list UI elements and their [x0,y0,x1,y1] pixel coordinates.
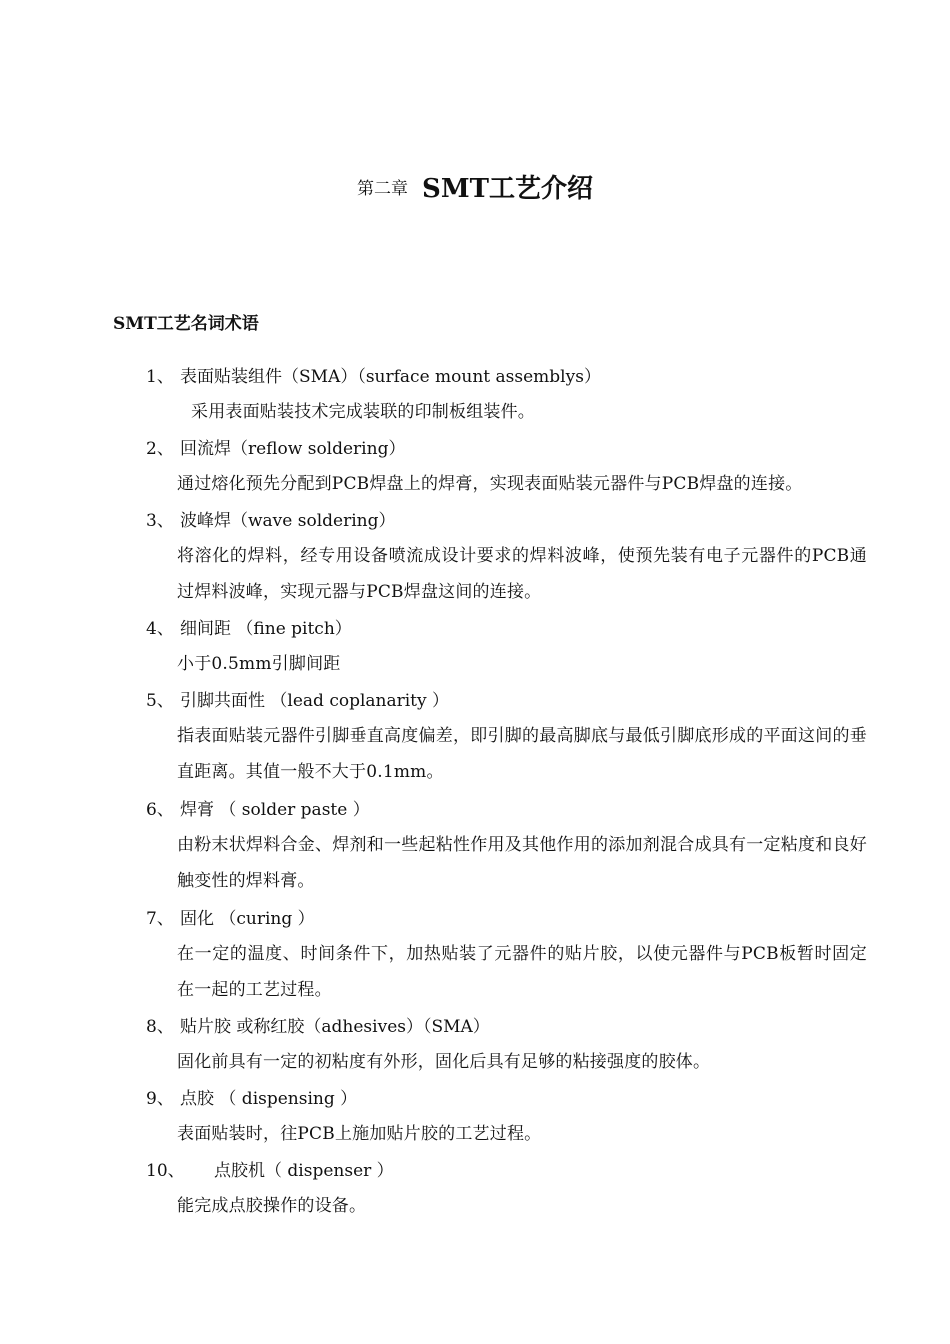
term-number: 10、 [146,1161,185,1181]
term-10 [146,1160,394,1182]
term-number: 3、 [146,511,174,531]
section-heading: SMT工艺名词术语 [113,314,259,334]
term-5 [146,690,449,712]
term-number: 7、 [146,909,174,929]
term-definition: 指表面贴装元器件引脚垂直高度偏差，即引脚的最高脚底与最低引脚底形成的平面这间的垂直距离。其值一般不大于0.1mm。 [177,726,867,782]
chapter-title [0,168,950,205]
term-number: 5、 [146,691,174,711]
term-8 [146,1016,490,1038]
term-3 [146,510,396,532]
term-label: 贴片胶 或称红胶（adhesives）（SMA） [180,1017,490,1037]
term-label: 细间距 （fine pitch） [180,619,352,639]
term-definition: 小于0.5mm引脚间距 [177,654,341,674]
term-number: 4、 [146,619,174,639]
term-definition: 能完成点胶操作的设备。 [177,1196,367,1216]
term-7 [146,908,315,930]
term-label: 点胶机（ dispenser ） [214,1161,394,1181]
term-6 [146,799,370,821]
term-label: 焊膏 （ solder paste ） [180,800,370,820]
term-label: 波峰焊（wave soldering） [180,511,396,531]
term-9 [146,1088,357,1110]
chapter-main-title: SMT工艺介绍 [422,174,593,204]
term-definition: 采用表面贴装技术完成装联的印制板组装件。 [191,402,535,422]
chapter-prefix: 第二章 [357,179,409,199]
term-definition: 固化前具有一定的初粘度有外形，固化后具有足够的粘接强度的胶体。 [177,1052,711,1072]
term-number: 2、 [146,439,174,459]
term-definition: 表面贴装时，往PCB上施加贴片胶的工艺过程。 [177,1124,542,1144]
term-number: 6、 [146,800,174,820]
term-label: 引脚共面性 （lead coplanarity ） [180,691,450,711]
term-label: 表面贴装组件（SMA）（surface mount assemblys） [180,367,601,387]
term-4 [146,618,352,640]
term-number: 1、 [146,367,174,387]
term-number: 8、 [146,1017,174,1037]
term-label: 点胶 （ dispensing ） [180,1089,358,1109]
term-definition: 由粉末状焊料合金、焊剂和一些起粘性作用及其他作用的添加剂混合成具有一定粘度和良好触变性的焊料膏。 [177,835,867,891]
term-definition: 通过熔化预先分配到PCB焊盘上的焊膏，实现表面贴装元器件与PCB焊盘的连接。 [177,474,803,494]
term-number: 9、 [146,1089,174,1109]
term-label: 固化 （curing ） [180,909,315,929]
term-1 [146,366,601,388]
term-label: 回流焊（reflow soldering） [180,439,406,459]
term-definition: 将溶化的焊料，经专用设备喷流成设计要求的焊料波峰，使预先装有电子元器件的PCB通过焊料波峰，实现元器与PCB焊盘这间的连接。 [177,546,867,602]
term-definition: 在一定的温度、时间条件下，加热贴装了元器件的贴片胶，以使元器件与PCB板暂时固定在一起的工艺过程。 [177,944,867,1000]
term-2 [146,438,405,460]
